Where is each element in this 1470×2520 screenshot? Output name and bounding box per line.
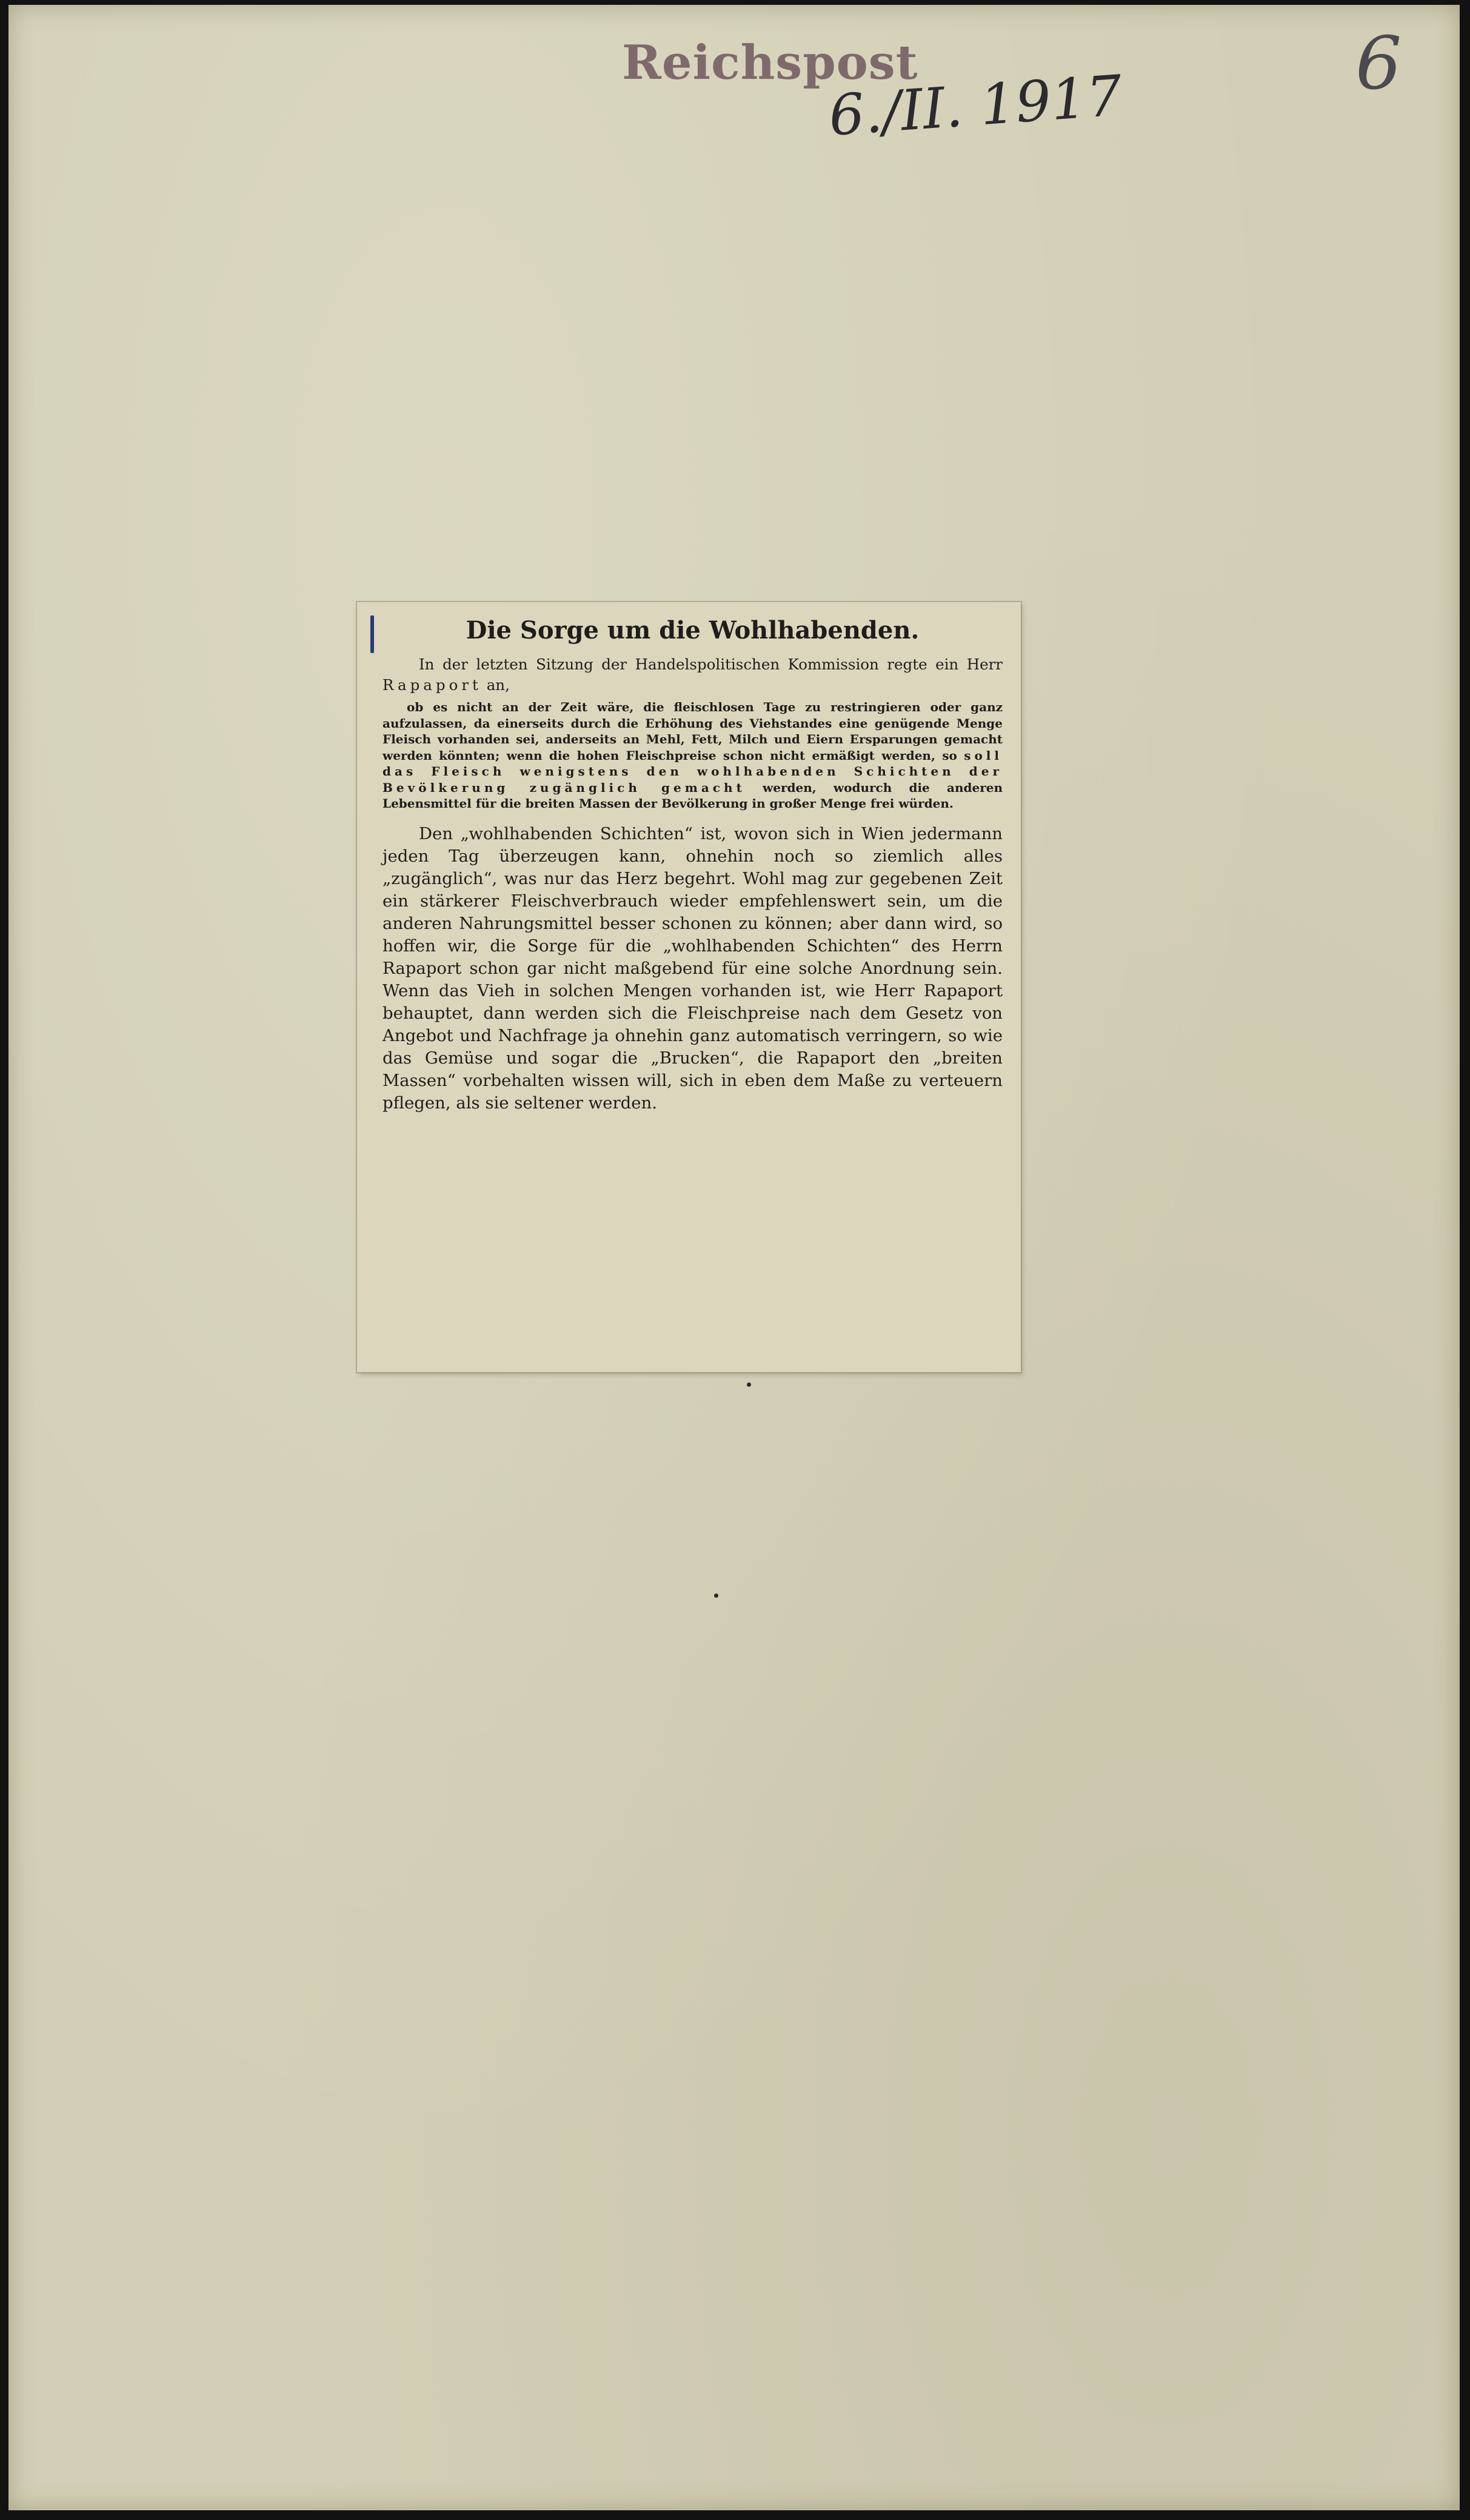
clipping-body: Den „wohlhabenden Schichten“ ist, wovon sich in Wien jedermann jeden Tag überzeugen kann, ohnehin noch so ziemlich alles „zugänglich“, was nur das Herz begehrt. Wohl mag zur gegebenen Zeit ein stärkerer Fleischverbrauch wieder empfehlenswert sein, um die anderen Nahrungsmittel besser schonen zu können; aber dann wird, so hoffen wir, die Sorge für die „wohlhabenden Schichten“ des Herrn Rapaport schon gar nicht maßgebend für eine solche Anordnung sein. Wenn das Vieh in solchen Mengen vorhanden ist, wie Herr Rapaport behauptet, dann werden sich die Fleischpreise nach dem Gesetz von Angebot und Nachfrage ja ohnehin ganz automatisch verringern, so wie das Gemüse und sogar die „Brucken“, die Rapaport den „breiten Massen“ vorbehalten wissen will, sich in eben dem Maße zu verteuern pflegen, als sie seltener werden. [383,823,1003,1113]
clipping-title: Die Sorge um die Wohlhabenden. [466,616,920,645]
blue-pencil-mark [370,615,374,653]
intro-text-1: In der letzten Sitzung der Handelspolitischen Kommission regte ein Herr [419,655,1003,673]
handwritten-date: 6./II. 1917 [827,63,1124,149]
page-number: 6 [1355,22,1402,106]
newspaper-clipping [357,602,1021,1372]
intro-text-2: an, [481,676,510,694]
newspaper-stamp: Reichspost [622,35,918,90]
clipping-quote [383,699,1003,812]
intro-name: Rapaport [383,676,482,694]
paper-speck [747,1382,751,1387]
quote-spaced-text: soll das Fleisch wenigstens den wohlhabenden Schichten der Bevölkerung zugänglich gemacht [383,748,1003,795]
paper-speck [714,1593,718,1598]
quote-text-2: werden, wodurch die anderen Lebensmittel für die breiten Massen der Bevölkerung in großer Menge frei würden. [383,780,1003,811]
quote-text-1: ob es nicht an der Zeit wäre, die fleischlosen Tage zu restringieren oder ganz aufzulassen, da einerseits durch die Erhöhung des Viehstandes eine genügende Menge Fleisch vorhanden sei, anderseits an Mehl, Fett, Milch und Eiern Ersparungen gemacht werden könnten; wenn die hohen Fleischpreise schon nicht ermäßigt werden, so [383,700,1003,763]
archive-sheet [8,5,1460,2510]
clipping-intro [383,654,1003,695]
